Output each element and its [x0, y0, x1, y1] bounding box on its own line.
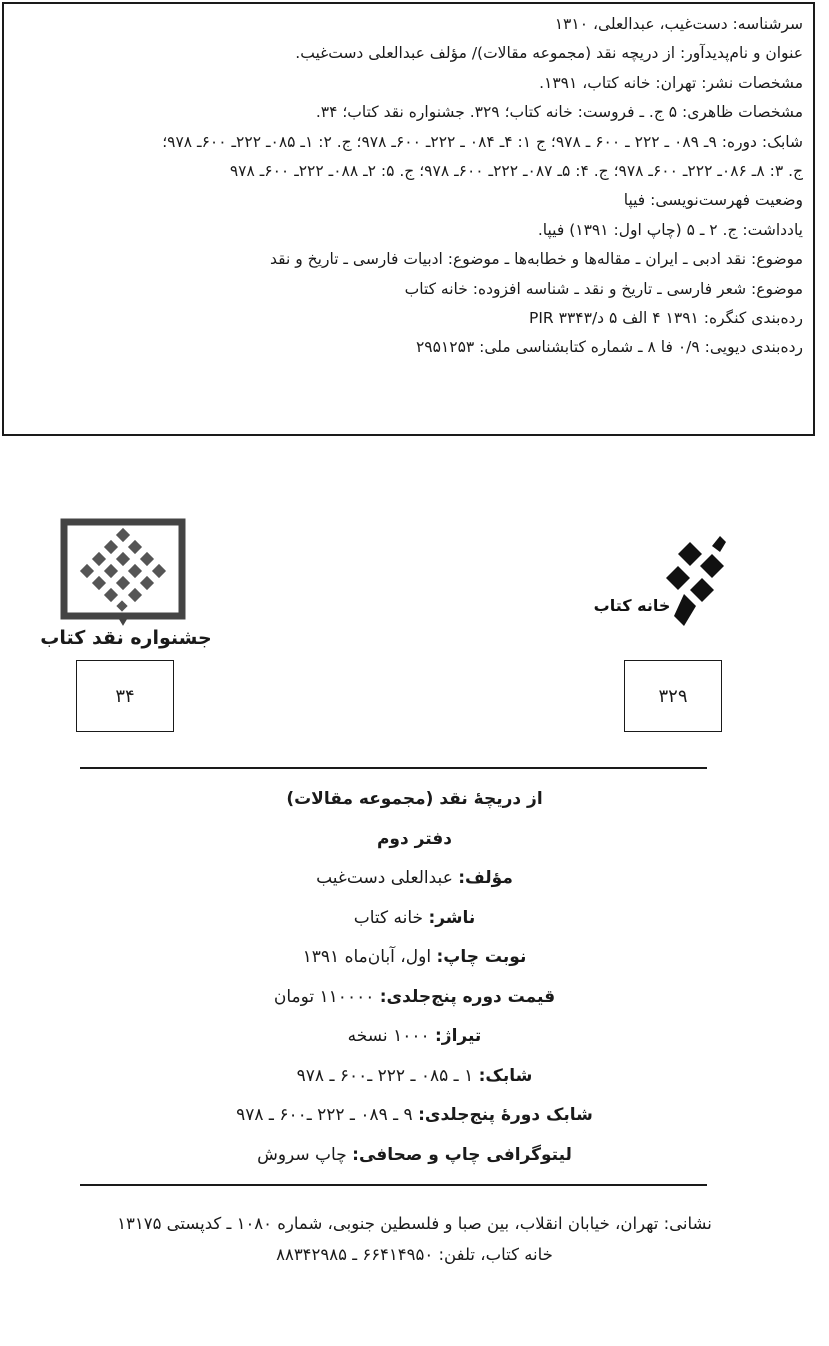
lithography-line: [0, 1136, 829, 1176]
divider-top: [80, 767, 707, 769]
cip-isbn-line-2: ج. ۳: ۸ـ ۰۸۶ـ ۲۲۲ـ ۶۰۰ـ ۹۷۸؛ ج. ۴: ۵ـ ۰۸۷ـ ۲۲۲ـ ۶۰۰ـ ۹۷۸؛ ج. ۵: ۲ـ ۰۸۸ـ ۲۲۲ـ ۶۰۰ـ ۹۷۸: [229, 162, 803, 181]
price-line: [0, 978, 829, 1018]
isbn-label: شابک:: [478, 1065, 533, 1086]
publisher-label: ناشر:: [428, 907, 476, 928]
author-value: عبدالعلی دست‌غیب: [316, 868, 459, 888]
publisher-mark-icon: [666, 536, 726, 626]
publisher-line: [0, 899, 829, 939]
cip-main-entry: سرشناسه: دست‌غیب، عبدالعلی، ۱۳۱۰: [554, 15, 803, 33]
publisher-value: خانه کتاب: [353, 907, 429, 928]
book-title: از دریچهٔ نقد (مجموعه مقالات): [286, 789, 543, 809]
cip-physical-description: مشخصات ظاهری: ۵ ج. ـ فروست: خانه کتاب؛ ۳۲۹. جشنواره نقد کتاب؛ ۳۴.: [315, 103, 803, 122]
set-isbn-line: [0, 1096, 829, 1136]
publisher-logo: [592, 536, 732, 630]
footer-address: نشانی: تهران، خیابان انقلاب، بین صبا و فلسطین جنوبی، شماره ۱۰۸۰ ـ کدپستی ۱۳۱۷۵: [117, 1214, 712, 1233]
isbn-line: [0, 1057, 829, 1097]
festival-logo: [40, 520, 212, 655]
print-run-label: تیراژ:: [435, 1026, 482, 1046]
cip-lc-classification: رده‌بندی کنگره: ۱۳۹۱ ۴ الف ۵ د/۳۳۴۳ PIR: [529, 309, 803, 328]
isbn-value: ۱ ـ ۰۸۵ ـ ۲۲۲ ـ۶۰۰ ـ ۹۷۸: [296, 1065, 479, 1086]
edition-label: نوبت چاپ:: [436, 947, 527, 967]
cip-subject-1: موضوع: نقد ادبی ـ ایران ـ مقاله‌ها و خطابه‌ها ـ موضوع: ادبیات فارسی ـ تاریخ و نقد: [270, 250, 803, 269]
divider-bottom: [80, 1184, 707, 1186]
lithography-label: لیتوگرافی چاپ و صحافی:: [352, 1144, 572, 1165]
festival-series-number: ۳۴: [76, 660, 174, 732]
edition-line: [0, 938, 829, 978]
cip-isbn-line-1: شابک: دوره: ۹ـ ۰۸۹ ـ ۲۲۲ ـ ۶۰۰ ـ ۹۷۸؛ ج ۱: ۴ـ ۰۸۴ ـ ۲۲۲ـ ۶۰۰ـ ۹۷۸؛ ج. ۲: ۱ـ ۰۸۵ـ ۲۲۲ـ ۶۰۰ـ ۹۷۸؛: [162, 132, 803, 151]
set-isbn-value: ۹ ـ ۰۸۹ ـ ۲۲۲ ـ۶۰۰ ـ ۹۷۸: [236, 1105, 419, 1125]
cip-dewey-classification: رده‌بندی دیویی: ۰/۹ فا ۸ ـ شماره کتابشناسی ملی: ۲۹۵۱۲۵۳: [415, 338, 803, 357]
cip-subject-2: موضوع: شعر فارسی ـ تاریخ و نقد ـ شناسه افزوده: خانه کتاب: [404, 279, 803, 298]
author-label: مؤلف:: [458, 868, 513, 888]
volume-label: دفتر دوم: [376, 828, 453, 849]
cip-cataloging-status: وضعیت فهرست‌نویسی: فیپا: [623, 191, 803, 210]
lithography-value: چاپ سروش: [257, 1144, 353, 1165]
cip-note: یادداشت: ج. ۲ ـ ۵ (چاپ اول: ۱۳۹۱) فیپا.: [537, 220, 803, 239]
footer-phone: خانه کتاب، تلفن: ۶۶۴۱۴۹۵۰ ـ ۸۸۳۴۲۹۸۵: [276, 1245, 553, 1264]
festival-logo-text: جشنواره نقد کتاب: [40, 627, 212, 649]
cip-title-statement: عنوان و نام‌پدیدآور: از دریچه نقد (مجموعه مقالات)/ مؤلف عبدالعلی دست‌غیب.: [295, 44, 803, 63]
price-value: ۱۱۰۰۰۰ تومان: [273, 986, 380, 1007]
publisher-series-number: ۳۲۹: [624, 660, 722, 732]
imprint-block: [0, 780, 829, 1175]
set-isbn-label: شابک دورهٔ پنج‌جلدی:: [418, 1105, 593, 1125]
diamond-pattern-icon: [80, 528, 166, 612]
print-run-line: [0, 1017, 829, 1057]
cip-catalog-box: [2, 2, 815, 436]
print-run-value: ۱۰۰۰ نسخه: [347, 1026, 435, 1046]
price-label: قیمت دوره پنج‌جلدی:: [379, 986, 556, 1007]
edition-value: اول، آبان‌ماه ۱۳۹۱: [302, 947, 437, 967]
author-line: [0, 859, 829, 899]
publisher-logo-text: خانه کتاب: [593, 596, 671, 615]
footer-contact: [0, 1208, 829, 1270]
cip-publication: مشخصات نشر: تهران: خانه کتاب، ۱۳۹۱.: [539, 73, 803, 92]
